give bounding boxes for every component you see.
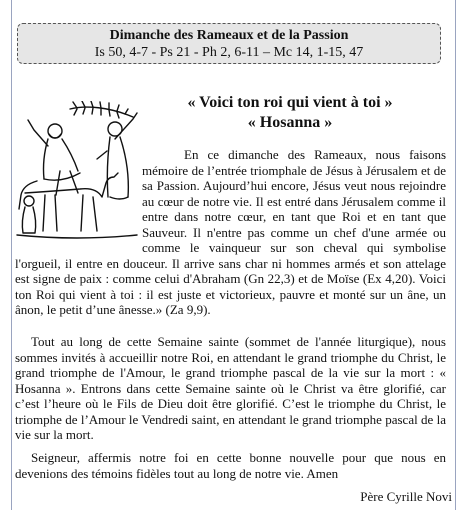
article-title-line2: « Hosanna » (247, 114, 333, 131)
article-title (140, 93, 440, 133)
header-title: Dimanche des Rameaux et de la Passion (109, 28, 349, 43)
article-paragraph-1 (15, 147, 446, 318)
article-paragraph-3: Seigneur, affermis notre foi en cette bonne nouvelle pour que nous en devenions des témoins fidèles tout au long de notre vie. Amen (15, 450, 446, 481)
signature: Père Cyrille Novi (360, 489, 452, 504)
illustration-spacer (15, 147, 142, 242)
article-title-line1: « Voici ton roi qui vient à toi » (187, 94, 393, 111)
page-rule-right (455, 0, 456, 510)
header-box (17, 23, 441, 64)
header-readings: Is 50, 4-7 - Ps 21 - Ph 2, 6-11 – Mc 14, 1-15, 47 (94, 45, 364, 60)
article-paragraph-1-text: En ce dimanche des Rameaux, nous faisons mémoire de l’entrée triomphale de Jésus à Jérusalem et de sa Passion. Aujourd’hui encore, Jésus veut nous rejoindre au cœur de notre vie. Il est entré dans Jérusalem comme il entre dans notre cœur, en tant que Roi et en tant que Sauveur. Il n'entre pas comme un chef d'une armée ou comme le vainqueur sur son cheval qui symbolise l'orgueil, il entre en douceur. Il arrive sans char ni hommes armés et son attelage est signe de paix : comme celui d'Abraham (Gn 22,3) et de Moïse (Ex 4,20). Voici ton Roi qui vient à toi : il est juste et victorieux, pauvre et monté sur un âne, un ânon, le petit d’une ânesse.» (Za 9,9). (15, 147, 446, 317)
page-rule-left (11, 0, 12, 510)
article-paragraph-2: Tout au long de cette Semaine sainte (sommet de l'année liturgique), nous sommes invités à accueillir notre Roi, en attendant le grand triomphe du Christ, le grand triomphe de l'Amour, le grand triomphe pascal de la vie sur la mort : « Hosanna ». Entrons dans cette Semaine sainte où le Christ va être glorifié, car c’est l’heure où le Fils de Dieu doit être glorifié. C’est le triomphe du Christ, le triomphe de l’Amour le Vendredi saint, en attendant le grand triomphe pascal de la vie sur la mort. (15, 334, 446, 442)
